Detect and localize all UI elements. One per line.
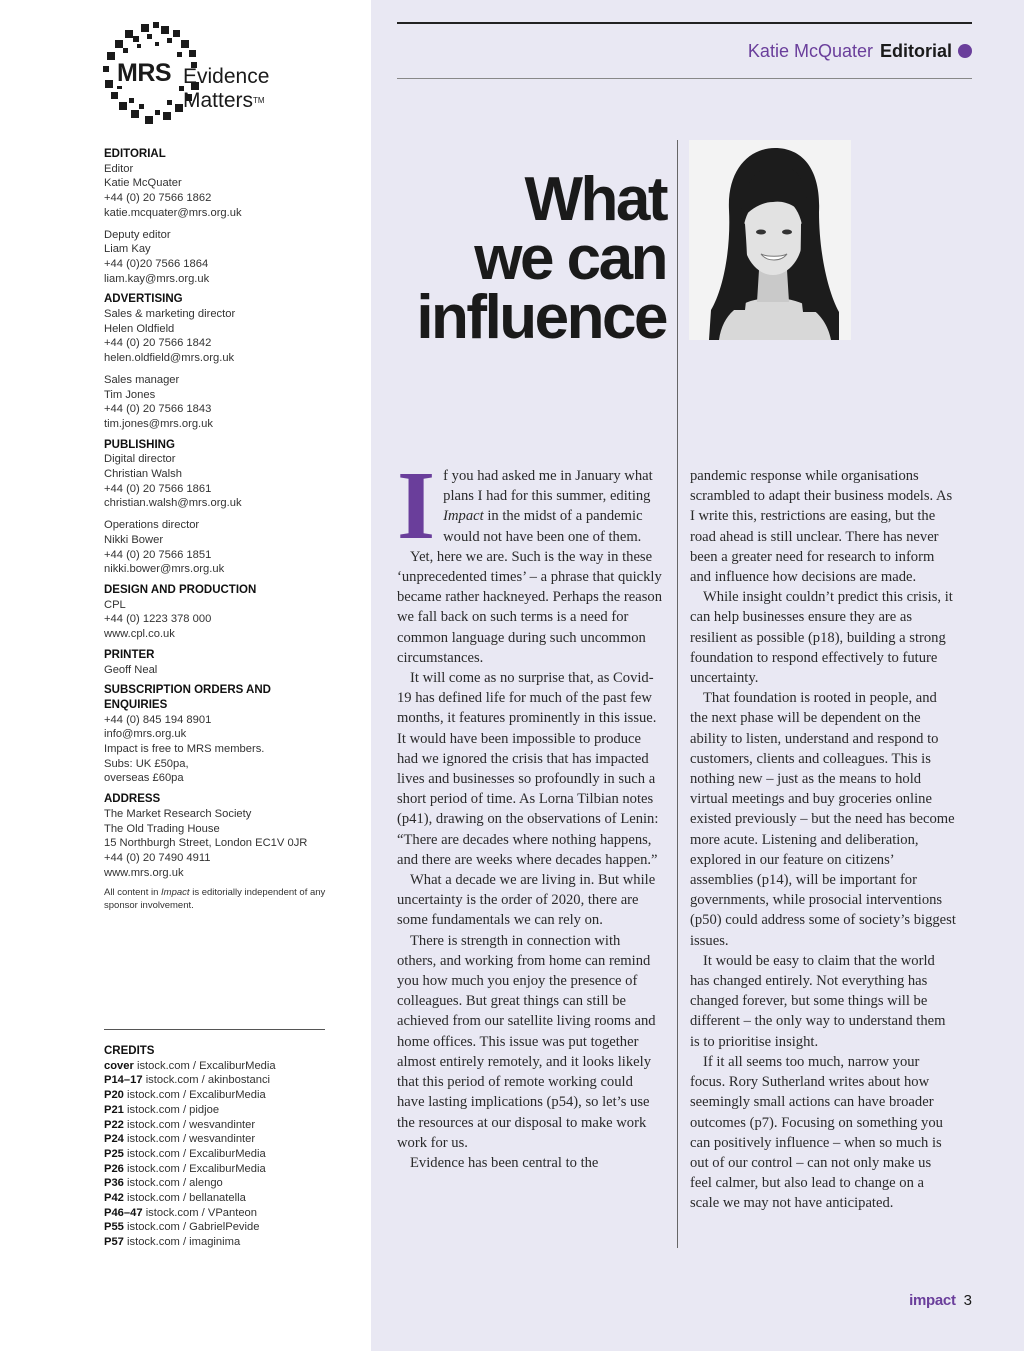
credit-item xyxy=(104,1132,334,1147)
title-line: What xyxy=(524,165,666,234)
contacts-list xyxy=(104,147,334,912)
contact-name: Nikki Bower xyxy=(104,533,164,546)
credit-item xyxy=(104,1220,334,1235)
contact-name: Christian Walsh xyxy=(104,468,182,481)
credit-page: P24 xyxy=(104,1133,124,1146)
article-paragraph: Yet, here we are. Such is the way in these ‘unprecedented times’ – a phrase that quickly became rather hackneyed. Perhaps the reason we fall back on such terms is a need for common language during such uncommon circumstances. xyxy=(397,548,662,666)
credit-item xyxy=(104,1191,334,1206)
contact-email[interactable]: helen.oldfield@mrs.org.uk xyxy=(104,352,235,365)
subscription-price-uk: Subs: UK £50pa, xyxy=(104,757,189,770)
article-paragraph: There is strength in connection with others, and working from home can remind you how much you enjoy the presence of colleagues. But great things can still be achieved from our satellite living rooms and home offices. This issue was put together almost entirely remotely, and it looks likely that this period of remote working could have lasting implications (p54), so let’s use the resources at our disposal to make work work for us. xyxy=(397,932,656,1151)
credit-source: istock.com / alengo xyxy=(127,1177,223,1190)
address-line: 15 Northburgh Street, London EC1V 0JR xyxy=(104,837,308,850)
contact-website[interactable]: www.mrs.org.uk xyxy=(104,866,184,879)
paragraph-text: f you had asked me in January what plans I had for this summer, editing xyxy=(443,468,653,505)
author-portrait xyxy=(689,140,851,340)
contact-phone: +44 (0) 20 7566 1851 xyxy=(104,548,212,561)
section-heading-design: DESIGN AND PRODUCTION xyxy=(104,583,257,596)
credit-source: istock.com / wesvandinter xyxy=(127,1118,256,1131)
article-paragraph: pandemic response while organisations scrambled to adapt their business models. As I write this, restrictions are easing, but the road ahead is still unclear. There has never been a greater need for research to inform and influence how decisions are made. xyxy=(690,468,953,586)
section-heading-printer: PRINTER xyxy=(104,648,155,661)
article-paragraph: While insight couldn’t predict this crisis, it can help businesses ensure they are as resilient as possible (p18), building a strong foundation to respond effectively to future uncertainty. xyxy=(690,589,953,687)
drop-cap: I xyxy=(397,452,436,560)
header-section: Editorial xyxy=(879,40,952,61)
section-header xyxy=(748,40,972,62)
credit-source: istock.com / imaginima xyxy=(127,1236,241,1249)
credit-item xyxy=(104,1206,334,1221)
mrs-logo xyxy=(103,22,293,126)
contact-phone: +44 (0) 20 7490 4911 xyxy=(104,851,211,864)
credits-divider xyxy=(104,1029,325,1030)
portrait-illustration xyxy=(689,140,851,340)
contact-name: Liam Kay xyxy=(104,243,151,256)
contact-email[interactable]: liam.kay@mrs.org.uk xyxy=(104,272,210,285)
page-number: 3 xyxy=(963,1292,972,1309)
contact-email[interactable]: katie.mcquater@mrs.org.uk xyxy=(104,206,242,219)
credit-item xyxy=(104,1073,334,1088)
credit-source: istock.com / ExcaliburMedia xyxy=(127,1147,266,1160)
contact-email[interactable]: nikki.bower@mrs.org.uk xyxy=(104,563,225,576)
credit-page: P46–47 xyxy=(104,1206,143,1219)
article-paragraph: If it all seems too much, narrow your focus. Rory Sutherland writes about how seemingly small actions can have broader outcomes (p7). Focusing on something you can positively influence – when so much is out of our control – can not only make us feel calmer, but also lead to change on a scale we may not have anticipated. xyxy=(690,1053,943,1212)
article-title xyxy=(394,165,666,352)
note-text: All content in xyxy=(104,887,162,899)
credit-page: P55 xyxy=(104,1221,124,1234)
footer-brand: impact xyxy=(909,1292,956,1309)
contact-role: Sales manager xyxy=(104,373,180,386)
header-rule xyxy=(397,78,972,79)
top-rule xyxy=(397,22,972,24)
section-heading-publishing: PUBLISHING xyxy=(104,438,175,451)
logo-brand-text: MRS xyxy=(117,59,172,87)
logo-tagline-word: Matters xyxy=(183,89,254,112)
title-line: influence xyxy=(416,283,666,352)
article-paragraph: Evidence has been central to the xyxy=(410,1154,599,1171)
contact-phone: +44 (0) 20 7566 1861 xyxy=(104,482,212,495)
credit-source: istock.com / ExcaliburMedia xyxy=(127,1162,266,1175)
header-author: Katie McQuater xyxy=(747,40,873,61)
subscription-price-overseas: overseas £60pa xyxy=(104,772,184,785)
contact-phone: +44 (0) 1223 378 000 xyxy=(104,613,212,626)
note-text: is editorially independent of any sponsor involvement. xyxy=(104,887,326,911)
page-footer xyxy=(909,1292,972,1309)
credit-item xyxy=(104,1103,334,1118)
contact-phone: +44 (0) 845 194 8901 xyxy=(104,713,212,726)
credit-item xyxy=(104,1176,334,1191)
credit-page: P25 xyxy=(104,1147,124,1160)
article-paragraph: What a decade we are living in. But while uncertainty is the order of 2020, there are some fundamentals we can rely on. xyxy=(397,872,656,929)
credit-item xyxy=(104,1118,334,1133)
article-column-1 xyxy=(397,452,663,1173)
section-heading-subscriptions: SUBSCRIPTION ORDERS AND ENQUIRIES xyxy=(104,684,271,711)
contact-email[interactable]: info@mrs.org.uk xyxy=(104,728,187,741)
article-paragraph xyxy=(397,452,663,560)
subscription-info: Impact is free to MRS members. xyxy=(104,743,265,756)
credit-source: istock.com / ExcaliburMedia xyxy=(127,1089,266,1102)
credit-page: P42 xyxy=(104,1192,124,1205)
note-italic: Impact xyxy=(161,887,190,899)
contact-phone: +44 (0) 20 7566 1842 xyxy=(104,337,212,350)
contact-name: CPL xyxy=(104,598,126,611)
credit-source: istock.com / VPanteon xyxy=(145,1206,257,1219)
article-paragraph: It would be easy to claim that the world has changed entirely. Not everything has changed forever, but some things will be different – the only way to understand them is to prioritise insight. xyxy=(690,952,946,1050)
contact-role: Digital director xyxy=(104,453,176,466)
contact-phone: +44 (0) 20 7566 1843 xyxy=(104,403,212,416)
contact-name: Helen Oldfield xyxy=(104,322,175,335)
contact-name: Tim Jones xyxy=(104,388,156,401)
masthead-sidebar xyxy=(0,0,371,1351)
credit-item xyxy=(104,1235,334,1250)
credit-page: P20 xyxy=(104,1089,124,1102)
credit-source: istock.com / bellanatella xyxy=(127,1192,246,1205)
address-line: The Old Trading House xyxy=(104,822,220,835)
trademark-symbol: TM xyxy=(253,96,265,105)
credit-source: istock.com / GabrielPevide xyxy=(127,1221,260,1234)
contact-role: Operations director xyxy=(104,519,200,532)
credit-source: istock.com / wesvandinter xyxy=(127,1133,256,1146)
contact-name: Geoff Neal xyxy=(104,663,158,676)
paragraph-text: in the midst of a pandemic would not have been one of them. xyxy=(443,508,643,545)
credit-page: P26 xyxy=(104,1162,124,1175)
independence-note xyxy=(104,887,334,912)
credit-source: istock.com / akinbostanci xyxy=(145,1074,271,1087)
credit-page: P22 xyxy=(104,1118,124,1131)
credit-page: P21 xyxy=(104,1103,124,1116)
article-paragraph: That foundation is rooted in people, and the next phase will be dependent on the ability to listen, understand and respond to customers, clients and colleagues. This is nothing new – just as the means to hold virtual meetings and buy groceries online existed previously – but the need has become more acute. Listening and deliberation, explored in our feature on citizens’ assemblies (p14), will be important for governments, while prosocial interventions (p50) could address some of society’s biggest issues. xyxy=(690,690,956,949)
credit-source: istock.com / ExcaliburMedia xyxy=(136,1059,276,1072)
article-column-2 xyxy=(690,466,956,1214)
credit-item xyxy=(104,1059,334,1074)
credit-page: P36 xyxy=(104,1177,124,1190)
article-paragraph: It will come as no surprise that, as Covid-19 has defined life for much of the past few months, it features prominently in this issue. It would have been impossible to produce had we ignored the crisis that has impacted lives and businesses so profoundly in such a short period of time. As Lorna Tilbian notes (p41), drawing on the observations of Lenin: “There are decades where nothing happens, and there are weeks where decades happen.” xyxy=(397,670,659,868)
credit-source: istock.com / pidjoe xyxy=(127,1103,220,1116)
address-line: The Market Research Society xyxy=(104,807,252,820)
contact-role: Sales & marketing director xyxy=(104,308,236,321)
contact-name: Katie McQuater xyxy=(104,177,182,190)
contact-phone: +44 (0) 20 7566 1862 xyxy=(104,192,212,205)
publication-name: Impact xyxy=(443,508,484,525)
contact-role: Deputy editor xyxy=(104,228,171,241)
section-dot-icon xyxy=(958,44,972,58)
section-heading-credits: CREDITS xyxy=(104,1045,155,1057)
credit-item xyxy=(104,1162,334,1177)
credit-item xyxy=(104,1147,334,1162)
credit-page: P14–17 xyxy=(104,1074,143,1087)
section-heading-advertising: ADVERTISING xyxy=(104,293,183,306)
credit-page: cover xyxy=(104,1059,134,1072)
title-line: we can xyxy=(474,224,666,293)
section-heading-editorial: EDITORIAL xyxy=(104,148,166,160)
contact-phone: +44 (0)20 7566 1864 xyxy=(104,257,209,270)
credit-item xyxy=(104,1088,334,1103)
contact-email[interactable]: christian.walsh@mrs.org.uk xyxy=(104,497,242,510)
credit-page: P57 xyxy=(104,1236,124,1249)
contact-email[interactable]: tim.jones@mrs.org.uk xyxy=(104,417,213,430)
column-divider xyxy=(677,140,678,1248)
contact-role: Editor xyxy=(104,162,134,175)
credits-list xyxy=(104,1044,334,1250)
logo-tagline-line2 xyxy=(183,90,265,112)
section-heading-address: ADDRESS xyxy=(104,793,161,806)
logo-tagline-line1: Evidence xyxy=(183,65,270,88)
contact-website[interactable]: www.cpl.co.uk xyxy=(104,628,175,641)
